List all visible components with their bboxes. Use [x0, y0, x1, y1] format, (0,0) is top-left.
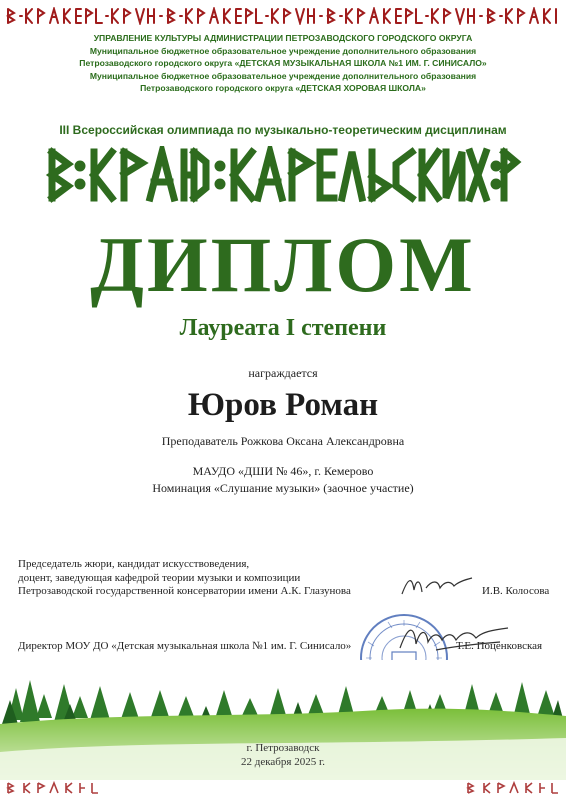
footer-city: г. Петрозаводск — [246, 742, 320, 754]
rune-title-banner — [44, 146, 522, 204]
jury-line-3: Петрозаводской государственной консерватории имени А.К. Глазунова — [18, 585, 351, 597]
jury-signature — [398, 570, 478, 600]
footer-date: 22 декабря 2025 г. — [241, 756, 325, 768]
director-title: Директор МОУ ДО «Детская музыкальная школа №1 им. Г. Синисало» — [18, 640, 352, 652]
bottom-rune-ornament — [4, 778, 562, 798]
jury-line-2: доцент, заведующая кафедрой теории музыки и композиции — [18, 571, 301, 584]
laureate-degree: Лауреата I степени — [179, 315, 387, 341]
jury-line-1: Председатель жюри, кандидат искусствоведения, — [18, 558, 250, 570]
nomination-line: Номинация «Слушание музыки» (заочное участие) — [152, 481, 414, 495]
diploma-title: ДИПЛОМ — [90, 221, 476, 308]
teacher-line: Преподаватель Рожкова Оксана Александровна — [161, 434, 405, 448]
header-line-1: УПРАВЛЕНИЕ КУЛЬТУРЫ АДМИНИСТРАЦИИ ПЕТРОЗАВОДСКОГО ГОРОДСКОГО ОКРУГА — [93, 33, 473, 43]
school-line: МАУДО «ДШИ № 46», г. Кемерово — [192, 464, 374, 478]
awarded-label: награждается — [248, 366, 318, 380]
top-rune-ornament — [4, 6, 562, 26]
jury-chair-block — [18, 558, 351, 599]
recipient-name: Юров Роман — [187, 387, 379, 423]
header-line-3: Петрозаводского городского округа «ДЕТСКАЯ МУЗЫКАЛЬНАЯ ШКОЛА №1 ИМ. Г. СИНИСАЛО» — [79, 58, 487, 68]
jury-signatory: И.В. Колосова — [482, 585, 550, 597]
organizer-header — [0, 32, 566, 95]
header-line-4: Муниципальное бюджетное образовательное учреждение дополнительного образования — [89, 70, 477, 81]
header-line-5: Петрозаводского городского округа «ДЕТСКАЯ ХОРОВАЯ ШКОЛА» — [140, 83, 426, 93]
director-signatory: Т.Е. Поценковская — [456, 640, 543, 652]
olympiad-title: III Всероссийская олимпиада по музыкально-теоретическим дисциплинам — [59, 123, 507, 137]
director-signature — [396, 620, 512, 656]
header-line-2: Муниципальное бюджетное образовательное учреждение дополнительного образования — [89, 45, 477, 56]
